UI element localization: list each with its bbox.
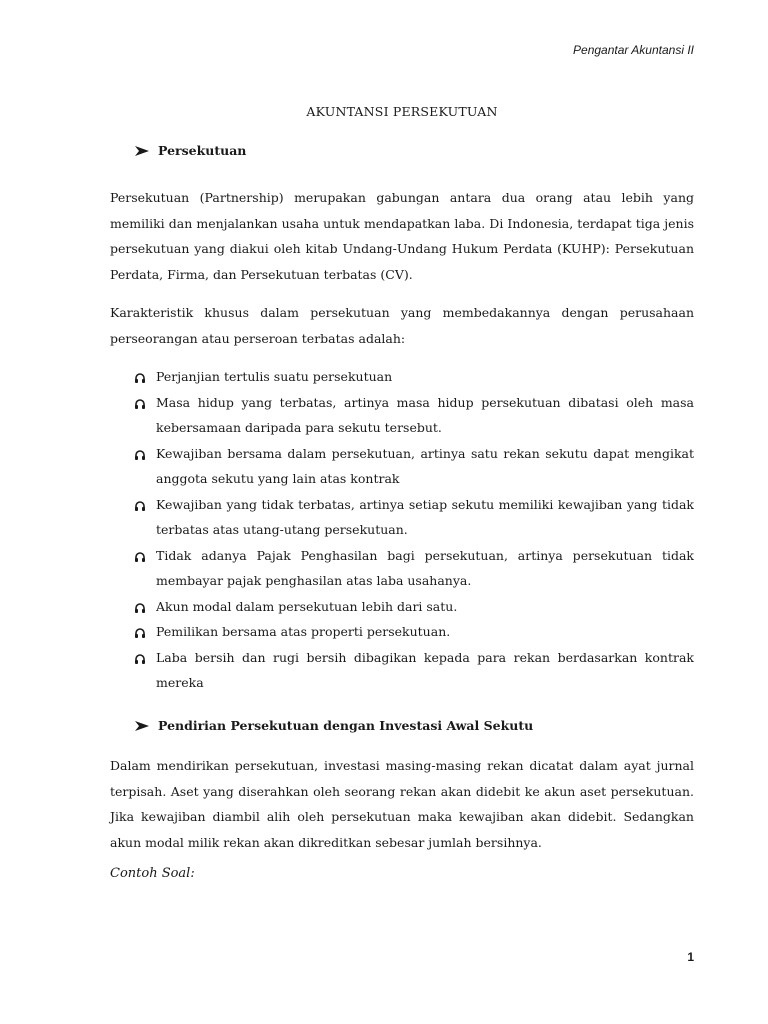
list-item-text: Masa hidup yang terbatas, artinya masa hidup persekutuan dibatasi oleh masa kebersamaan daripada para sekutu tersebut. — [156, 394, 694, 435]
headphones-bullet-icon — [134, 449, 146, 461]
list-item-text: Kewajiban bersama dalam persekutuan, artinya satu rekan sekutu dapat mengikat anggota sekutu yang lain atas kontrak — [156, 445, 694, 486]
page-number: 1 — [687, 950, 694, 964]
headphones-bullet-icon — [134, 602, 146, 614]
example-label: Contoh Soal: — [110, 866, 195, 881]
list-item — [134, 543, 694, 594]
list-item — [134, 441, 694, 492]
arrowhead-bullet-icon — [134, 145, 150, 157]
headphones-bullet-icon — [134, 398, 146, 410]
list-item — [134, 619, 694, 645]
list-item-text: Perjanjian tertulis suatu persekutuan — [156, 369, 393, 384]
headphones-bullet-icon — [134, 500, 146, 512]
paragraph: Persekutuan (Partnership) merupakan gabungan antara dua orang atau lebih yang memiliki dan menjalankan usaha untuk mendapatkan laba. Di Indonesia, terdapat tiga jenis persekutuan yang diakui oleh kitab Undang-Undang Hukum Perdata (KUHP): Persekutuan Perdata, Firma, dan Persekutuan terbatas (CV). — [110, 190, 694, 282]
list-item-text: Tidak adanya Pajak Penghasilan bagi persekutuan, artinya persekutuan tidak membayar pajak penghasilan atas laba usahanya. — [156, 547, 694, 588]
document-title: AKUNTANSI PERSEKUTUAN — [306, 104, 498, 119]
running-header: Pengantar Akuntansi II — [573, 43, 694, 57]
characteristics-list — [134, 364, 694, 696]
headphones-bullet-icon — [134, 627, 146, 639]
list-item-text: Laba bersih dan rugi bersih dibagikan kepada para rekan berdasarkan kontrak mereka — [156, 649, 694, 690]
list-item-text: Akun modal dalam persekutuan lebih dari satu. — [156, 598, 458, 614]
section-heading-pendirian — [134, 718, 533, 733]
paragraph: Dalam mendirikan persekutuan, investasi masing-masing rekan dicatat dalam ayat jurnal terpisah. Aset yang diserahkan oleh seorang rekan akan didebit ke akun aset persekutuan. Jika kewajiban diambil alih oleh persekutuan maka kewajiban akan didebit. Sedangkan akun modal milik rekan akan dikreditkan sebesar jumlah bersihnya. — [110, 758, 694, 850]
list-item-text: Kewajiban yang tidak terbatas, artinya setiap sekutu memiliki kewajiban yang tidak terbatas atas utang-utang persekutuan. — [156, 496, 694, 537]
list-item — [134, 594, 694, 620]
arrowhead-bullet-icon — [134, 720, 150, 732]
section-heading-text: Pendirian Persekutuan dengan Investasi Awal Sekutu — [158, 718, 534, 733]
list-item — [134, 492, 694, 543]
section-heading-text: Persekutuan — [158, 143, 247, 158]
paragraph: Karakteristik khusus dalam persekutuan yang membedakannya dengan perusahaan perseorangan atau perseroan terbatas adalah: — [110, 305, 694, 346]
section-heading-persekutuan — [134, 143, 246, 158]
headphones-bullet-icon — [134, 653, 146, 665]
list-item — [134, 390, 694, 441]
list-item-text: Pemilikan bersama atas properti persekutuan. — [156, 624, 451, 639]
list-item — [134, 364, 694, 390]
list-item — [134, 645, 694, 696]
headphones-bullet-icon — [134, 551, 146, 563]
headphones-bullet-icon — [134, 372, 146, 384]
